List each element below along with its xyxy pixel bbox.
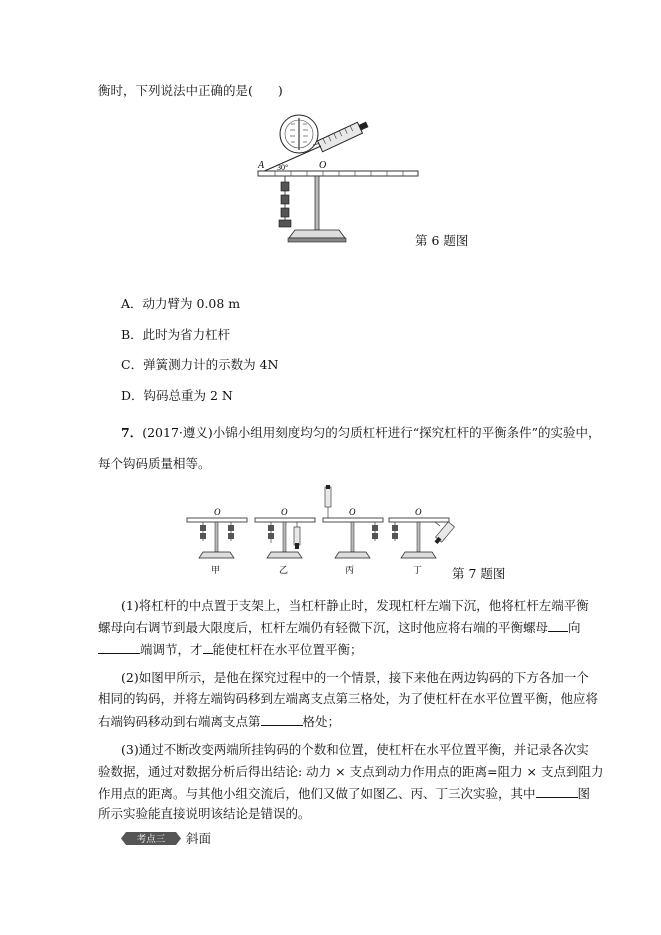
fig7-panel-ding (389, 507, 454, 576)
figure-6-caption: 第 6 题图 (415, 233, 469, 248)
blank-2[interactable] (98, 640, 140, 654)
figure-7-caption: 第 7 题图 (452, 566, 506, 581)
section-tag-text: 考点三 (136, 834, 166, 845)
fig7-label-bing: 丙 (345, 566, 355, 576)
question-7-number: 7． (121, 425, 143, 440)
blank-1[interactable] (548, 618, 568, 632)
blank-4[interactable] (261, 712, 303, 726)
svg-text:O: O (415, 507, 422, 517)
question-7-line2: 每个钩码质量相等。 (98, 456, 211, 471)
question-7-source: (2017·遵义) (142, 425, 213, 440)
blank-5[interactable] (536, 784, 578, 798)
figure-7 (185, 485, 465, 580)
part-1-line1: (1)将杠杆的中点置于支架上，当杠杆静止时，发现杠杆左端下沉，他将杠杆左端平衡 (121, 598, 589, 613)
fig6-angle: 30° (277, 163, 289, 172)
svg-text:O: O (349, 507, 356, 517)
fig7-label-ding: 丁 (413, 566, 423, 576)
option-d: D．钩码总重为 2 N (121, 388, 233, 403)
svg-text:O: O (281, 507, 288, 517)
question-intro: 衡时，下列说法中正确的是( ) (98, 83, 283, 98)
svg-text:O: O (214, 507, 221, 517)
part-1-line2: 螺母向右调节到最大限度后，杠杆左端仍有轻微下沉，这时他应将右端的平衡螺母 向 (98, 620, 581, 635)
figure-6 (255, 112, 455, 252)
part-3-line3: 作用点的距离。与其他小组交流后，他们又做了如图乙、丙、丁三次实验，其中 图 (98, 786, 591, 801)
option-c: C．弹簧测力计的示数为 4N (121, 357, 279, 372)
part-2-line2: 相同的钩码，并将左端钩码移到左端离支点第三格处，为了使杠杆在水平位置平衡，他应将 (98, 691, 599, 706)
fig7-label-jia: 甲 (211, 566, 221, 576)
question-7-line1 (121, 424, 601, 442)
fig7-panel-yi (255, 507, 315, 576)
section-tag (121, 832, 181, 845)
question-7-text: 小锦小组用刻度均匀的匀质杠杆进行“探究杠杆的平衡条件”的实验中， (212, 425, 601, 440)
option-b: B．此时为省力杠杆 (121, 327, 231, 342)
fig7-panel-jia (187, 507, 247, 576)
fig6-label-o: O (319, 160, 327, 171)
part-3-line4: 所示实验能直接说明该结论是错误的。 (98, 806, 311, 821)
fig6-label-a: A (258, 160, 265, 171)
fig7-panel-bing (323, 485, 383, 576)
blank-3[interactable] (203, 640, 213, 654)
part-1-line3: 端调节，才 能使杠杆在水平位置平衡； (98, 640, 363, 659)
part-3-line1: (3)通过不断改变两端所挂钩码的个数和位置，使杠杆在水平位置平衡，并记录各次实 (121, 742, 589, 757)
option-a: A．动力臂为 0.08 m (121, 296, 241, 311)
fig7-label-yi: 乙 (279, 566, 289, 576)
part-2-line3: 右端钩码移动到右端离支点第 格处； (98, 714, 341, 729)
part-3-line2: 验数据，通过对数据分析后得出结论: 动力 × 支点到动力作用点的距离=阻力 × 支点到阻力 (98, 764, 604, 779)
part-2-line1: (2)如图甲所示，是他在探究过程中的一个情景，接下来他在两边钩码的下方各加一个 (121, 670, 589, 685)
section-title: 斜面 (186, 831, 212, 846)
